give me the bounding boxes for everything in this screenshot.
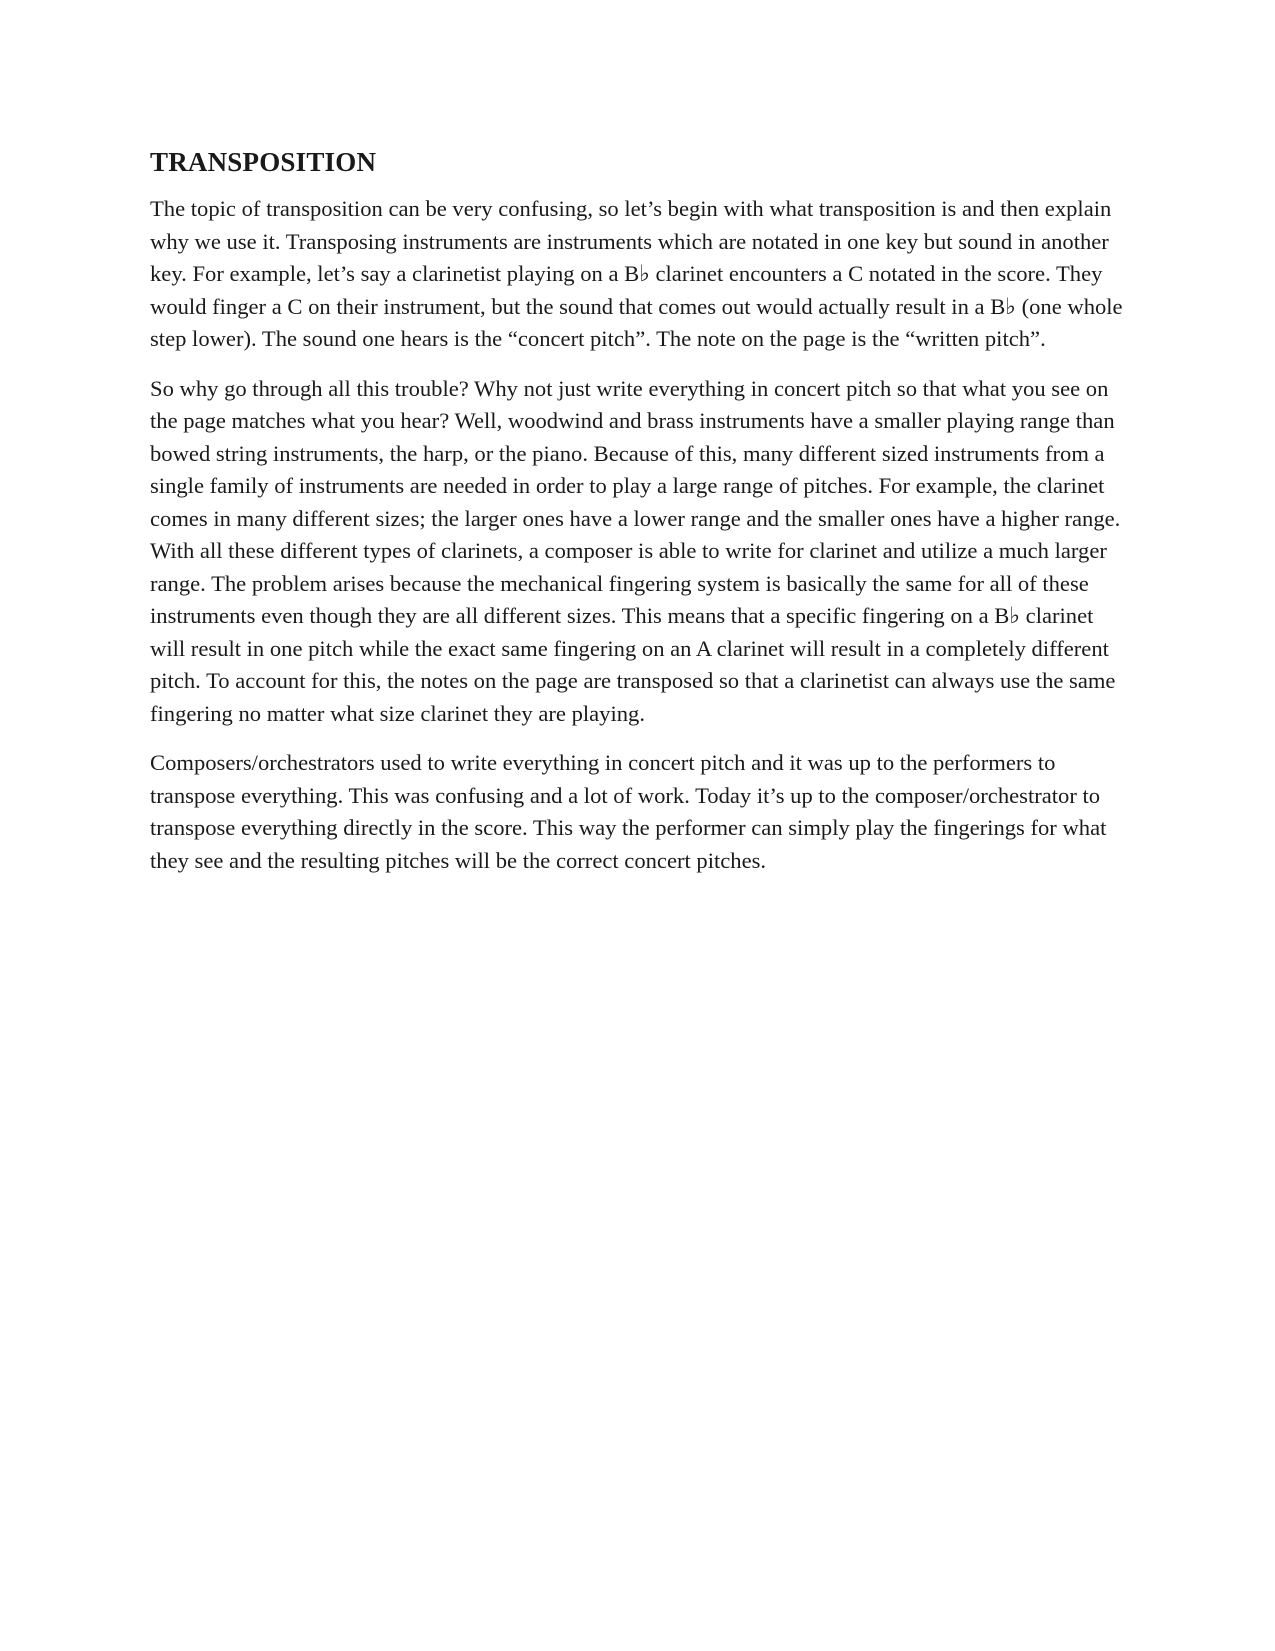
document-body <box>150 145 1130 894</box>
paragraph-history: Composers/orchestrators used to write everything in concert pitch and it was up to the performers to transpose everything. This was confusing and a lot of work. Today it’s up to the composer/orchestrator to transpose everything directly in the score. This way the performer can simply play the fingerings for what they see and the resulting pitches will be the correct concert pitches. <box>150 750 1107 873</box>
paragraph-definition: The topic of transposition can be very confusing, so let’s begin with what transposition is and then explain why we use it. Transposing instruments are instruments which are notated in one key but sound in another key. For example, let’s say a clarinetist playing on a B♭ clarinet encounters a C notated in the score. They would finger a C on their instrument, but the sound that comes out would actually result in a B♭ (one whole step lower). The sound one hears is the “concert pitch”. The note on the page is the “written pitch”. <box>150 196 1123 351</box>
section-heading: TRANSPOSITION <box>150 147 377 177</box>
paragraph-rationale: So why go through all this trouble? Why not just write everything in concert pitch so that what you see on the page matches what you hear? Well, woodwind and brass instruments have a smaller playing range than bowed string instruments, the harp, or the piano. Because of this, many different sized instruments from a single family of instruments are needed in order to play a large range of pitches. For example, the clarinet comes in many different sizes; the larger ones have a lower range and the smaller ones have a higher range. With all these different types of clarinets, a composer is able to write for clarinet and utilize a much larger range. The problem arises because the mechanical fingering system is basically the same for all of these instruments even though they are all different sizes. This means that a specific fingering on a B♭ clarinet will result in one pitch while the exact same fingering on an A clarinet will result in a completely different pitch. To account for this, the notes on the page are transposed so that a clarinetist can always use the same fingering no matter what size clarinet they are playing. <box>150 375 1121 726</box>
